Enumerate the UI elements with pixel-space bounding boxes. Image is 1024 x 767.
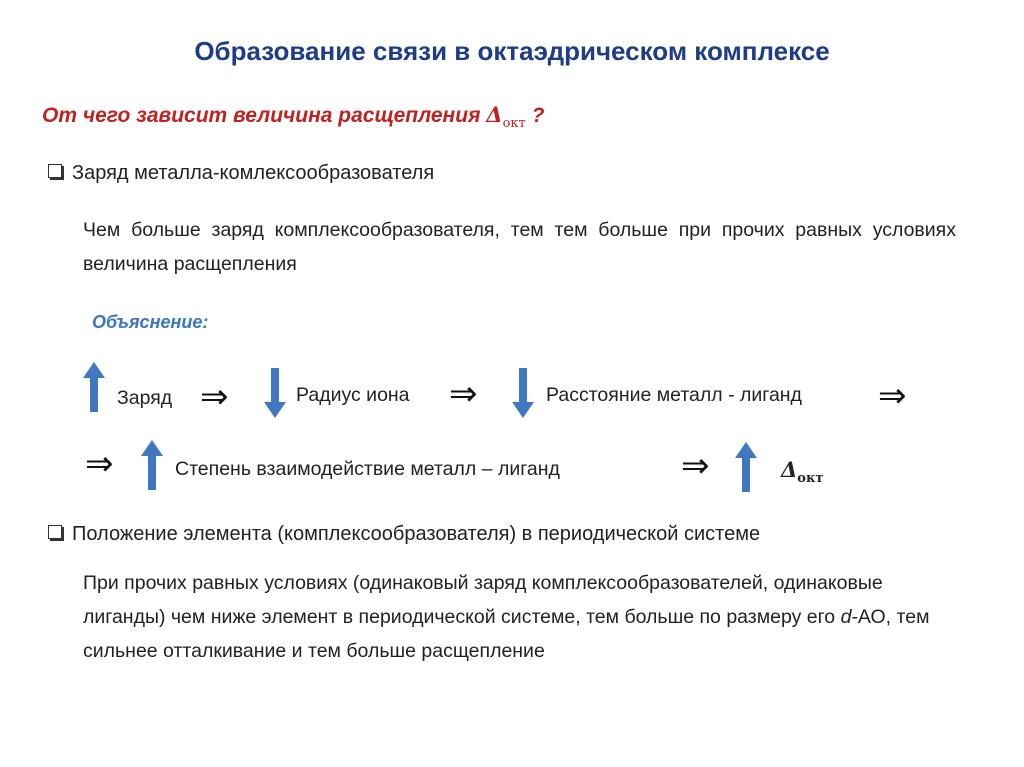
chain-ion-radius: Радиус иона (296, 384, 410, 406)
question-heading (42, 102, 544, 131)
down-arrow-icon (264, 368, 286, 418)
up-arrow-icon (141, 440, 163, 490)
delta-subscript: окт (502, 116, 526, 132)
chain-charge: Заряд (117, 387, 173, 409)
checkbox-icon (48, 164, 62, 178)
implies-icon: ⇒ (85, 444, 114, 484)
implies-icon: ⇒ (681, 446, 710, 486)
down-arrow-icon (512, 368, 534, 418)
bullet-position (48, 523, 760, 546)
bullet-charge (48, 162, 434, 185)
implies-icon: ⇒ (200, 377, 229, 417)
delta-subscript: окт (797, 471, 824, 487)
explanation-label: Объяснение: (92, 312, 209, 332)
delta-symbol: Δ (486, 102, 503, 127)
implies-icon: ⇒ (449, 374, 478, 414)
bullet-position-text: Положение элемента (комплексообразователя) в периодической системе (72, 523, 761, 545)
page-title: Образование связи в октаэдрическом комплексе (194, 36, 830, 66)
checkbox-icon (48, 525, 62, 539)
paragraph-position-part2: -АО, тем сильнее отталкивание и тем больше расщепление (83, 606, 930, 662)
delta-symbol: Δ (781, 457, 798, 482)
question-mark: ? (531, 104, 545, 127)
bullet-charge-text: Заряд металла-комлексообразователя (72, 162, 435, 184)
implies-icon: ⇒ (878, 376, 907, 416)
d-orbital-letter: d (840, 606, 852, 628)
question-text: От чего зависит величина расщепления (42, 104, 481, 127)
chain-metal-ligand-distance: Расстояние металл - лиганд (546, 384, 802, 406)
paragraph-position (83, 566, 963, 668)
paragraph-charge: Чем больше заряд комплексообразователя, тем тем больше при прочих равных условиях величина расщепления (83, 219, 956, 275)
delta-oct-label (781, 457, 823, 486)
up-arrow-icon (735, 442, 757, 492)
up-arrow-icon (83, 362, 105, 412)
paragraph-position-part1: При прочих равных условиях (одинаковый заряд комплексообразователей, одинаковые лиганды) чем ниже элемент в периодической системе, тем больше по размеру его (83, 572, 883, 628)
chain-interaction-degree: Степень взаимодействие металл – лиганд (175, 458, 560, 480)
